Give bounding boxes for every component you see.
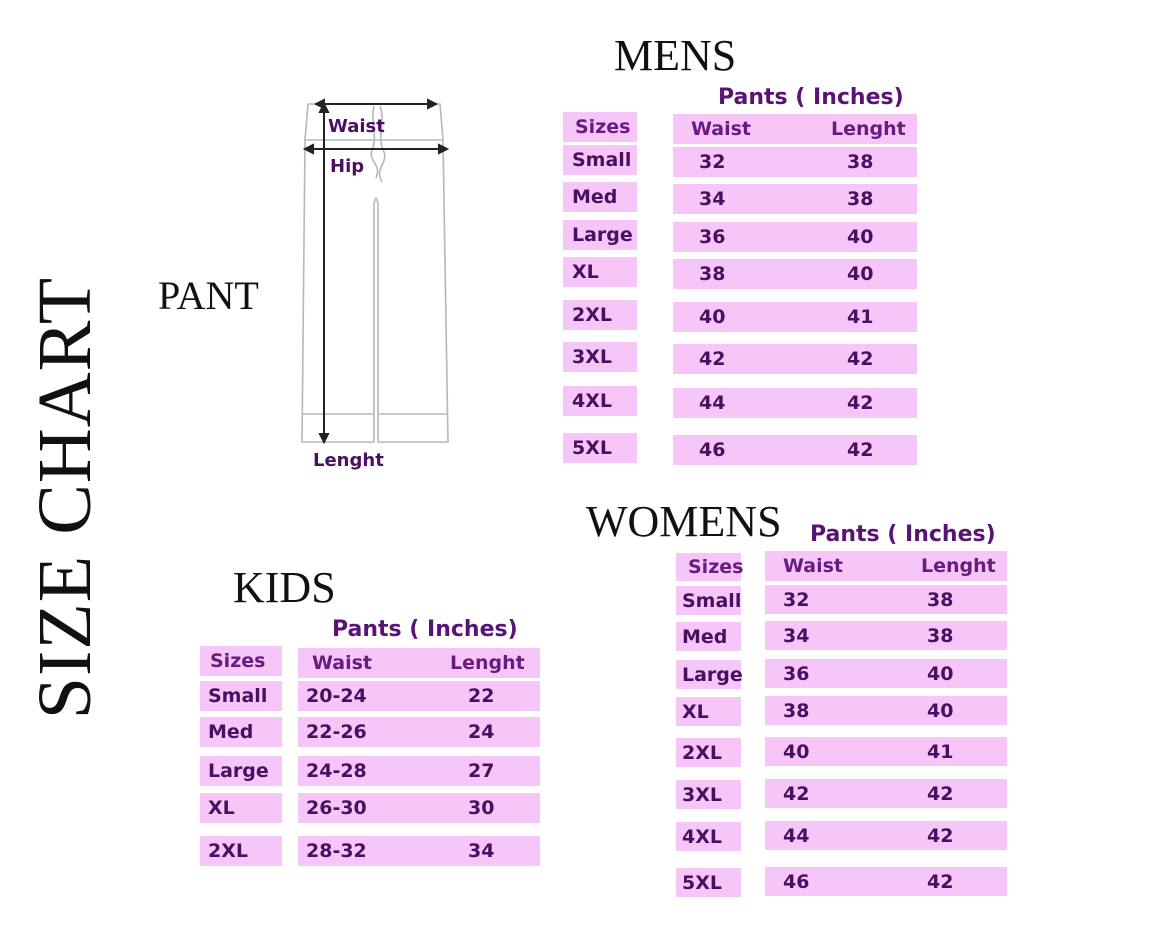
length-label: Lenght (313, 450, 384, 471)
kids-size-cell: 2XL (200, 836, 282, 866)
womens-size-cell: 3XL (676, 780, 741, 809)
mens-length-value: 40 (847, 263, 874, 285)
womens-header-row (765, 551, 1007, 581)
kids-waist-value: 22-26 (306, 721, 367, 743)
mens-value-row (673, 147, 917, 177)
pant-diagram-icon (290, 92, 465, 452)
womens-length-value: 42 (927, 870, 954, 893)
womens-waist-value: 44 (783, 824, 810, 847)
waist-label: Waist (328, 116, 385, 137)
womens-sizes-header: Sizes (676, 553, 741, 581)
mens-size-cell: 4XL (563, 386, 637, 416)
mens-subheading: Pants ( Inches) (718, 85, 904, 110)
womens-waist-value: 38 (783, 699, 810, 722)
womens-waist-header: Waist (783, 555, 844, 577)
size-chart-title: SIZE CHART (23, 276, 107, 720)
kids-waist-value: 24-28 (306, 760, 367, 782)
kids-length-value: 27 (468, 760, 495, 782)
womens-waist-value: 40 (783, 740, 810, 763)
mens-waist-header: Waist (691, 118, 752, 140)
womens-value-row (765, 779, 1007, 808)
mens-length-value: 40 (847, 226, 874, 248)
womens-waist-value: 42 (783, 782, 810, 805)
kids-length-header: Lenght (450, 652, 525, 674)
kids-subheading: Pants ( Inches) (332, 617, 518, 642)
mens-waist-value: 42 (699, 348, 726, 370)
mens-waist-value: 40 (699, 306, 726, 328)
pant-heading: PANT (158, 273, 259, 318)
womens-length-value: 40 (927, 699, 954, 722)
kids-header-row (298, 648, 540, 678)
womens-length-value: 38 (927, 624, 954, 647)
kids-sizes-header: Sizes (200, 646, 282, 676)
mens-length-value: 38 (847, 188, 874, 210)
womens-heading: WOMENS (586, 497, 782, 546)
mens-waist-value: 36 (699, 226, 726, 248)
mens-waist-value: 34 (699, 188, 726, 210)
mens-size-cell: 5XL (563, 433, 637, 463)
mens-value-row (673, 435, 917, 465)
mens-header-row (673, 114, 917, 144)
mens-length-value: 42 (847, 439, 874, 461)
womens-size-cell: Large (676, 660, 741, 689)
womens-length-value: 38 (927, 588, 954, 611)
womens-size-cell: 5XL (676, 868, 741, 897)
mens-size-cell: 3XL (563, 342, 637, 372)
mens-value-row (673, 388, 917, 418)
womens-size-cell: Small (676, 586, 741, 615)
womens-waist-value: 46 (783, 870, 810, 893)
womens-waist-value: 34 (783, 624, 810, 647)
kids-waist-value: 20-24 (306, 685, 367, 707)
womens-length-value: 42 (927, 782, 954, 805)
mens-waist-value: 44 (699, 392, 726, 414)
mens-length-value: 41 (847, 306, 874, 328)
mens-value-row (673, 222, 917, 252)
kids-value-row (298, 717, 540, 747)
mens-length-value: 42 (847, 348, 874, 370)
kids-length-value: 22 (468, 685, 495, 707)
womens-value-row (765, 737, 1007, 766)
mens-waist-value: 46 (699, 439, 726, 461)
kids-size-cell: Large (200, 756, 282, 786)
womens-length-value: 41 (927, 740, 954, 763)
hip-label: Hip (330, 156, 365, 177)
mens-value-row (673, 184, 917, 214)
mens-length-value: 42 (847, 392, 874, 414)
mens-sizes-header: Sizes (563, 112, 637, 142)
womens-size-cell: 2XL (676, 738, 741, 767)
kids-value-row (298, 793, 540, 823)
womens-length-header: Lenght (921, 555, 996, 577)
mens-length-header: Lenght (831, 118, 906, 140)
kids-length-value: 24 (468, 721, 495, 743)
kids-waist-value: 28-32 (306, 840, 367, 862)
mens-heading: MENS (614, 31, 737, 80)
womens-subheading: Pants ( Inches) (810, 522, 996, 547)
kids-size-cell: XL (200, 793, 282, 823)
kids-value-row (298, 836, 540, 866)
womens-value-row (765, 659, 1007, 688)
womens-length-value: 40 (927, 662, 954, 685)
womens-size-cell: XL (676, 697, 741, 726)
mens-length-value: 38 (847, 151, 874, 173)
kids-length-value: 34 (468, 840, 495, 862)
womens-size-cell: Med (676, 622, 741, 651)
womens-value-row (765, 621, 1007, 650)
kids-value-row (298, 756, 540, 786)
mens-waist-value: 38 (699, 263, 726, 285)
womens-value-row (765, 821, 1007, 850)
mens-size-cell: Small (563, 145, 637, 175)
mens-size-cell: Med (563, 182, 637, 212)
kids-waist-header: Waist (312, 652, 373, 674)
mens-size-cell: 2XL (563, 300, 637, 330)
womens-value-row (765, 696, 1007, 725)
womens-waist-value: 32 (783, 588, 810, 611)
womens-waist-value: 36 (783, 662, 810, 685)
kids-length-value: 30 (468, 797, 495, 819)
kids-value-row (298, 681, 540, 711)
mens-value-row (673, 344, 917, 374)
womens-value-row (765, 867, 1007, 896)
kids-waist-value: 26-30 (306, 797, 367, 819)
kids-size-cell: Small (200, 681, 282, 711)
mens-value-row (673, 302, 917, 332)
mens-value-row (673, 259, 917, 289)
mens-size-cell: XL (563, 257, 637, 287)
womens-length-value: 42 (927, 824, 954, 847)
mens-waist-value: 32 (699, 151, 726, 173)
mens-size-cell: Large (563, 220, 637, 250)
womens-value-row (765, 585, 1007, 614)
womens-size-cell: 4XL (676, 822, 741, 851)
kids-heading: KIDS (233, 563, 336, 612)
kids-size-cell: Med (200, 717, 282, 747)
